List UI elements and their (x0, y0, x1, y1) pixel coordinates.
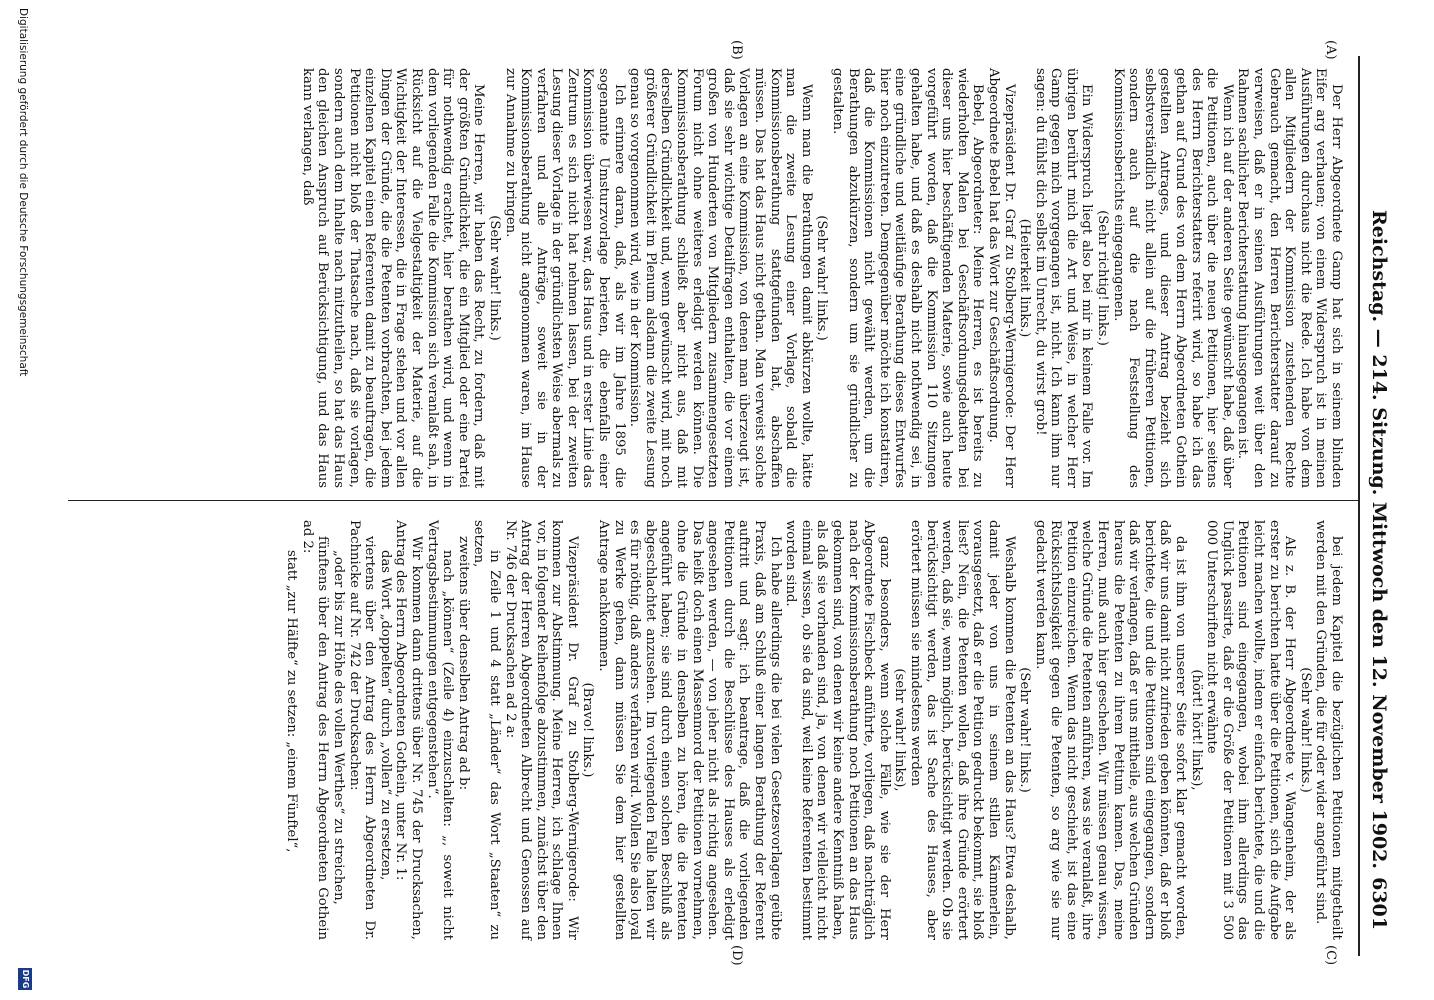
quoted-amendment: in Zeile 1 und 4 statt „Länder“ das Wort „Staaten“ zu setzen, (471, 520, 502, 940)
interjection: (hört! hört! links), (1188, 669, 1204, 791)
column-divider (68, 500, 1358, 501)
paragraph: Wenn ich auf der anderen Seite gewünscht habe, daß über die Petitionen, auch über die neuen Petitionen, hier seitens des Herrn Berichterstatters referirt wird, so habe ich das gethan auf Grund des von dem Herrn Abgeordneten Gothein gestellten Antrages, und dieser Antrag bezieht sich selbstverständlich nicht allein auf die früheren Petitionen, sondern auch auf die nach Feststellung des Kommissionsberichts eingegangenen. (1110, 68, 1235, 488)
paragraph: Wir kommen dann drittens über Nr. 745 der Drucksachen, Antrag des Herrn Abgeordneten Gothein, unter Nr. 1: (393, 520, 424, 940)
page-header (1364, 70, 1394, 930)
margin-marker-a: (A) (1323, 40, 1338, 60)
quoted-amendment: „oder bis zur Höhe des vollen Werthes“ zu streichen, (331, 550, 346, 905)
paragraph: Wenn man die Berathungen damit abkürzen wollte, hätte man die zweite Lesung einer Vorlage, sobald die Kommissionsberathung stattgefunden hat, abschaffen müssen. Das hat das Haus nicht gethan. Man verweist solche Vorlagen an eine Kommission, von denen man überzeugt ist, daß sie sehr wichtige Detailfragen enthalten, die vor einem großen von Hunderten von Mitgliedern zusammengesetzten Forum nicht ohne weiteres erledigt werden können. Die Kommissionsberathung schließt aber nicht aus, daß mit derselben Gründlichkeit und, wenn gewünscht wird, mit noch größerer Gründlichkeit im Plenum alsdann die zweite Lesung genau so vorgenommen wird, wie in der Kommission. (627, 68, 814, 488)
paragraph: Weshalb kommen die Petenten an das Haus? Etwa deshalb, damit jeder von uns in seinem stillen Kämmerlein, vorausgesetzt, daß er die Petition gedruckt bekommt, sie bloß liest? Nein, die Petenten wollen, daß ihre Gründe erörtert werden, daß sie, wenn möglich, berücksichtigt werden. Ob sie berücksichtigt werden, das ist Sache des Hauses, aber erörtert müssen sie mindestens werden (907, 520, 1017, 940)
paragraph: Ein Widerspruch liegt also bei mir in keinem Falle vor. Im übrigen berührt mich die Art und Weise, in welcher Herr Gamp gegen mich vorgegangen ist, nicht. Ich kann ihm nur sagen: du fühlst dich selbst im Unrecht, du wirst grob! (1032, 68, 1095, 488)
paragraph: Vizepräsident Dr. Graf zu Stolberg-Wernigerode: Wir kommen zur Abstimmung. Meine Herren, ich schlage Ihnen vor, in folgender Reihenfolge abzustimmen, zunächst über den Antrag der Herren Abgeordneten Albrecht und Genossen auf Nr. 746 der Drucksachen ad 2 a: (502, 520, 580, 940)
paragraph: da ist ihm von unserer Seite sofort klar gemacht worden, daß wir uns damit nicht zufrieden geben könnten, daß er bloß berichtete, die und die Petitionen sind eingegangen, sondern daß wir verlangen, daß er uns mittheile, aus welchen Gründen heraus die Petenten zu ihrem Petitum kamen. Das, meine Herren, muß auch hier geschehen. Wir müssen genau wissen, welche Gründe die Petenten anführen, was sie veranlaßt, ihre Petition einzureichen. Wenn das nicht geschieht, ist das eine Rücksichtslosigkeit gegen die Petenten, so arg wie sie nur gedacht werden kann. (1032, 520, 1189, 940)
left-column (299, 68, 1344, 488)
footer-credit: Digitalisierung gefördert durch die Deutsche Forschungsgemeinschaft (17, 8, 29, 377)
paragraph: Bebel, Abgeordneter: Meine Herren, es ist bereits zu wiederholten Malen bei Geschäftsordnungsdebatten bei dieser uns hier beschäftigenden Materie, sowie auch heute vorgeführt worden, daß die Kommission 110 Sitzungen gehalten habe, und daß es deshalb nicht nothwendig sei, in eine gründliche und weitläufige Berathung dieses Entwurfes hier noch einzutreten. Demgegenüber möchte ich konstatiren, daß die Kommissionen nicht gewählt werden, um die Berathungen abzukürzen, sondern um sie gründlicher zu gestalten. (830, 68, 986, 488)
page-number: 6301 (1368, 877, 1390, 930)
interjection: (Bravo! links.) (580, 682, 596, 778)
quoted-amendment: statt „zur Hälfte“ zu setzen: „einem Fünftel“, (284, 550, 300, 853)
interjection: (Sehr wahr! links.) (1297, 667, 1313, 793)
header-title: Reichstag. — 214. Sitzung. Mittwoch den 12. November 1902. (1368, 210, 1390, 869)
header-rule (1358, 56, 1360, 956)
paragraph: Als z. B. der Herr Abgeordnete v. Wangenheim, der als erster zu berichten hatte über die Petitionen, sich die Aufgabe leicht machen wollte, indem er einfach berichtete, die und die Petitionen sind eingegangen, wobei ihm allerdings das Unglück passirte, daß er die Größe der Petitionen mit 3 500 000 Unterschriften nicht erwähnte (1204, 520, 1298, 940)
paragraph: Ich erinnere daran, daß, als wir im Jahre 1895 die sogenannte Umsturzvorlage berieten, die ebenfalls einer Kommission überwiesen war, das Haus und in erster Linie das Zentrum es sich nicht hat nehmen lassen, bei der zweiten Lesung dieser Vorlage in der gründlichsten Weise abermals zu verfahren und alle Anträge, soweit sie in der Kommissionsberathung nicht angenommen waren, im Hause zur Annahme zu bringen. (502, 68, 627, 488)
paragraph: fünftens über den Antrag des Herrn Abgeordneten Gothein ad 2: (299, 520, 331, 940)
paragraph: Vizepräsident Dr. Graf zu Stolberg-Wernigerode: Der Herr Abgeordnete Bebel hat das Wort zur Geschäftsordnung. (985, 68, 1017, 488)
right-column (284, 520, 1344, 940)
margin-marker-b: (B) (729, 40, 744, 60)
interjection: (sehr wahr! links), (892, 668, 908, 792)
interjection: (Sehr wahr! links.) (814, 215, 830, 341)
quoted-amendment: nach „können“ (Zeile 4) einzuschalten: „, soweit nicht Vertragsbestimmungen entgegenstehen“. (424, 520, 456, 940)
interjection: (Sehr richtig! links.) (1095, 210, 1111, 346)
margin-marker-d: (D) (729, 945, 744, 966)
dfg-logo: DFG (18, 968, 32, 990)
margin-marker-c: (C) (1323, 945, 1338, 966)
paragraph: bei jedem Kapitel die bezüglichen Petitionen mitgetheilt werden mit den Gründen, die für oder wider angeführt sind. (1313, 520, 1344, 940)
interjection: (Heiterkeit links.) (1017, 218, 1033, 338)
interjection: (Sehr wahr! links.) (486, 215, 502, 341)
paragraph: zweitens über denselben Antrag ad b: (455, 536, 471, 791)
quoted-amendment: das Wort „doppelten“ durch „vollen“ zu ersetzen, (377, 550, 393, 881)
paragraph: Der Herr Abgeordnete Gamp hat sich in seinem blinden Eifer arg verhauen; von einem Widerspruch ist in meinen Ausführungen durchaus nicht die Rede. Ich habe von dem allen Mitgliedern der Kommission zustehenden Rechte Gebrauch gemacht, den Herren Berichterstatter darauf zu verweisen, daß er in seinen Ausführungen weit über den Rahmen sachlicher Berichterstattung hinausgegangen ist. (1235, 68, 1344, 488)
paragraph: viertens über den Antrag des Herrn Abgeordneten Dr. Pachnicke auf Nr. 742 der Drucksachen: (346, 520, 378, 940)
paragraph: Ich habe allerdings die bei vielen Gesetzesvorlagen geübte Praxis, daß am Schluß einer langen Berathung der Referent auftritt und sagt: ich beantrage, daß die vorliegenden Petitionen durch die Beschlüsse des Hauses als erledigt angesehen werden, — von jeher nicht als richtig angesehen. Das heißt doch einen Massenmord der Petitionen vornehmen, ohne die Gründe in denselben zu hören, die die Petenten angeführt haben; sie sind durch einen solchen Beschluß als abgeschlachtet anzusehen. Im vorliegenden Falle halten wir es für nöthig, daß anders verfahren wird. Wollen Sie also loyal zu Werke gehen, dann müssen Sie dem hier gestellten Antrage nachkommen. (596, 520, 783, 940)
interjection: (Sehr wahr! links.) (1017, 667, 1033, 793)
paragraph: Meine Herren, wir haben das Recht, zu fordern, daß mit der größten Gründlichkeit, die ein Mitglied oder eine Partei für nothwendig erachtet, hier berathen wird, und wenn in dem vorliegenden Falle die Kommission sich veranlaßt sah, in Rücksicht auf die Vielgestaltigkeit der Materie, auf die Wichtigkeit der Interessen, die in Frage stehen und vor allen Dingen der Gründe, die die Petenten vorbrachten, bei jedem einzelnen Kapitel einen Referenten damit zu beauftragen, die Petitionen nicht bloß der Thatsache nach, daß sie vorlagen, sondern auch dem Inhalte nach mitzutheilen, so hat das Haus den gleichen Anspruch auf Berücksichtigung, und das Haus kann verlangen, daß (299, 68, 487, 488)
paragraph: ganz besonders, wenn solche Fälle, wie sie der Herr Abgeordnete Fischbeck anführte, vorliegen, daß nachträglich nach der Kommissionsberathung noch Petitionen an das Haus gekommen sind, von denen wir keine andere Kenntniß haben, als daß sie vorhanden sind, ja, von denen wir vielleicht nicht einmal wissen, ob sie da sind, weil keine Referenten bestimmt worden sind. (783, 520, 892, 940)
